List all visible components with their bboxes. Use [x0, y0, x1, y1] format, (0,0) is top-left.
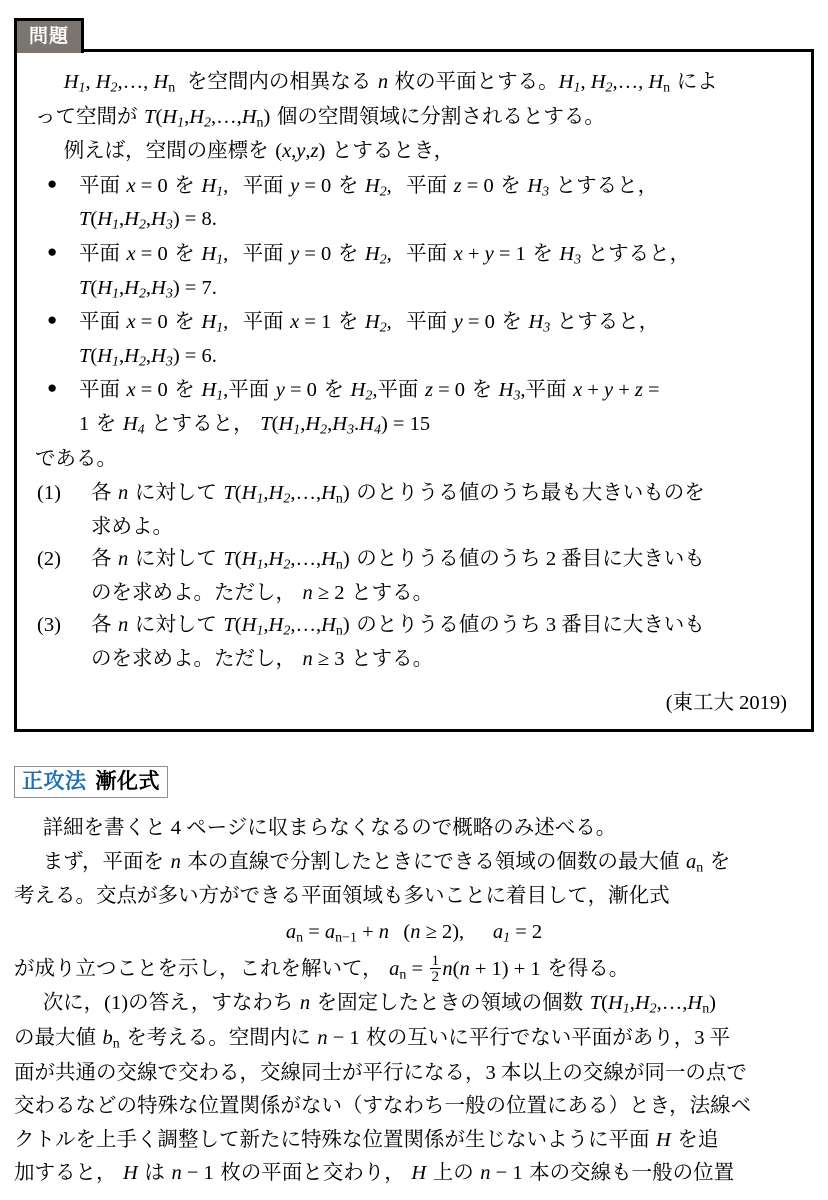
- solution-p4-line6a: 加すると，: [14, 1162, 117, 1185]
- question-2-pre: 各: [91, 548, 112, 570]
- solution-p4-line2a: の最大値: [14, 1027, 96, 1050]
- bullet-3-plane2: 平面: [242, 311, 284, 334]
- bullet-dot-icon: ●: [47, 310, 58, 330]
- solution-paragraph-4-line2: の最大値 $b_n$ を考える。空間内に n − 1 枚の互いに平行でない平面があり，3 平: [14, 1027, 731, 1052]
- bullet-2-wo3: を: [532, 242, 553, 265]
- solution-p4-line6c: 枚の平面と交わり，: [220, 1162, 405, 1185]
- bullet-1-wo2: を: [337, 174, 359, 197]
- solution-p4-line6-h2: H: [411, 1162, 427, 1185]
- question-1-number: (1): [37, 482, 61, 504]
- bullet-2-plane3: 平面: [406, 242, 448, 265]
- bullet-3-plane1: 平面: [79, 311, 120, 334]
- bullet-4-wo4: を: [95, 413, 117, 435]
- bullet-2-result: $T(H_1,H_2,H_3) = 7$.: [79, 276, 217, 302]
- bullet-2-plane1: 平面: [79, 242, 120, 265]
- question-3-number: (3): [37, 614, 61, 636]
- solution-p3b: を得る。: [547, 957, 630, 980]
- solution-p4-line6e: 本の交線も一般の位置: [529, 1162, 735, 1185]
- method-heading: [14, 766, 168, 798]
- question-1-pre: 各: [91, 482, 112, 504]
- solution-p4-line5a: クトルを上手く調整して新たに特殊な位置関係が生じないように平面: [14, 1128, 650, 1151]
- solution-paragraph-4-line5: [14, 1124, 814, 1156]
- bullet-3-plane3: 平面: [406, 311, 448, 334]
- problem-intro-line2: って空間が $T(H_1,H_2,\dots,H_n)$ 個の空間領域に分割されるとする。: [35, 105, 605, 131]
- solution-paragraph-1: 詳細を書くと 4 ページに収まらなくなるので概略のみ述べる。: [42, 817, 617, 840]
- question-2-tail: のとりうる値のうち 2 番目に大きいも: [356, 548, 705, 570]
- solution-paragraph-4-line4: 交わるなどの特殊な位置関係がない（すなわち一般の位置にある）とき，法線ベ: [14, 1095, 752, 1118]
- bullet-4-wo1: を: [174, 379, 195, 402]
- solution-paragraph-3: が成り立つことを示し，これを解いて， $a_n$ = $\frac{1}{2}$ n(n + 1) + 1 を得る。: [14, 951, 630, 985]
- bullet-1-plane2: 平面: [242, 174, 284, 197]
- example-bullet-list: [35, 170, 793, 442]
- list-item: ● 平面 x = 0 を $H_1$, 平面 y = 0 を $H_2$, 平面 z = 0 を $H_3$ とすると， $T(H_1,H_2,H_3) = 8$.: [35, 170, 793, 237]
- bullet-1-tail: とすると，: [555, 174, 659, 197]
- solution-paragraph-4-line1: 次に，(1)の答え，すなわち n を固定したときの領域の個数 $T(H_1,H_2,\dots,H_n)$: [42, 992, 716, 1017]
- question-1-line2: 求めよ。: [91, 515, 173, 538]
- bullet-dot-icon: ●: [47, 173, 58, 193]
- bullet-1-plane3: 平面: [406, 174, 448, 197]
- intro-text-3b: とするとき，: [331, 140, 455, 163]
- bullet-1-plane1: 平面: [79, 174, 120, 197]
- solution-p4-line5-h: H: [656, 1128, 671, 1151]
- question-3-mid: に対して: [134, 614, 217, 636]
- list-item: ● 平面 x = 0 を $H_1$, 平面 y = 0 を $H_2$, 平面 x + y = 1 を $H_3$ とすると， $T(H_1,H_2,H_3) = 7$.: [35, 238, 793, 305]
- solution-p4-line6d: 上の: [432, 1162, 474, 1185]
- problem-section: [14, 18, 814, 732]
- bullet-2-plane2: 平面: [242, 242, 284, 265]
- question-3-line2b: とする。: [351, 647, 434, 670]
- intro-text-1b: 枚の平面とする。: [394, 71, 559, 93]
- problem-tab-label: 問題: [14, 18, 84, 53]
- problem-box: [14, 49, 814, 732]
- bullet-4-plane2: 平面: [228, 379, 270, 402]
- bullet-4-plane4: 平面: [525, 379, 567, 402]
- intro-text-1c: によ: [676, 71, 718, 93]
- question-2-line2a: のを求めよ。ただし，: [91, 581, 296, 604]
- bullet-1-result: $T(H_1,H_2,H_3) = 8$.: [79, 208, 217, 233]
- bullet-3-wo1: を: [174, 311, 195, 334]
- bullet-1-wo1: を: [174, 174, 195, 197]
- intro-text-2b: 個の空間領域に分割されるとする。: [276, 105, 605, 128]
- bullet-4-tail: とすると，: [151, 413, 254, 435]
- question-3-line2: のを求めよ。ただし， n ≥ 3 とする。: [91, 647, 434, 670]
- question-2-line2: のを求めよ。ただし， n ≥ 2 とする。: [91, 581, 434, 604]
- solution-p2c: を: [709, 850, 731, 873]
- bullet-4-wo3: を: [471, 379, 493, 402]
- bullet-2-wo2: を: [337, 242, 359, 265]
- bullet-4-plane3: 平面: [377, 379, 419, 402]
- list-item: (3) 各 n に対して $T(H_1,H_2,\dots,H_n)$ のとりうる値のうち 3 番目に大きいも のを求めよ。ただし， n ≥ 3 とする。: [35, 609, 793, 675]
- solution-p4-line5b: を追: [677, 1128, 719, 1151]
- bullet-3-wo3: を: [501, 311, 522, 334]
- question-3-pre: 各: [91, 614, 112, 636]
- question-2-mid: に対して: [134, 548, 217, 570]
- bullet-1-wo3: を: [500, 174, 521, 197]
- solution-paragraph-4-line3: 面が共通の交線で交わる，交線同士が平行になる，3 本以上の交線が同一の点で: [14, 1061, 747, 1084]
- bullet-3-result: $T(H_1,H_2,H_3) = 6$.: [79, 344, 217, 370]
- problem-dearu: である。: [35, 447, 117, 470]
- solution-p4b: を固定したときの領域の個数: [316, 992, 584, 1015]
- method-heading-type: 正攻法: [22, 769, 87, 793]
- solution-p3a: が成り立つことを示し，これを解いて，: [14, 957, 383, 980]
- bullet-dot-icon: ●: [47, 241, 58, 261]
- problem-source: (東工大 2019): [665, 692, 787, 714]
- solution-p4-line2c: 枚の互いに平行でない平面があり，3 平: [366, 1027, 731, 1050]
- problem-intro-line3: 例えば，空間の座標を (x,y,z) とするとき，: [63, 140, 455, 163]
- intro-text-3a: 例えば，空間の座標を: [63, 140, 269, 163]
- bullet-4-plane1: 平面: [79, 379, 120, 402]
- solution-paragraph-2-line1: まず，平面を n 本の直線で分割したときにできる領域の個数の最大値 $a_n$ を: [42, 850, 731, 876]
- bullet-2-wo1: を: [174, 242, 195, 265]
- question-list: [35, 477, 793, 675]
- solution-p2a: まず，平面を: [42, 850, 165, 873]
- question-1-tail: のとりうる値のうち最も大きいものを: [356, 482, 705, 504]
- solution-p2b: 本の直線で分割したときにできる領域の個数の最大値: [187, 850, 680, 873]
- question-3-line2a: のを求めよ。ただし，: [91, 647, 296, 670]
- question-2-line2b: とする。: [351, 581, 434, 604]
- solution-body: [14, 812, 814, 1189]
- bullet-2-tail: とすると，: [587, 242, 691, 265]
- list-item: (2) 各 n に対して $T(H_1,H_2,\dots,H_n)$ のとりうる値のうち 2 番目に大きいも のを求めよ。ただし， n ≥ 2 とする。: [35, 543, 793, 609]
- intro-text-1: を空間内の相異なる: [186, 71, 372, 93]
- solution-p4-line6b: は: [144, 1162, 165, 1185]
- intro-text-2a: って空間が: [35, 105, 138, 128]
- bullet-3-wo2: を: [337, 311, 359, 334]
- solution-p4a: 次に，(1)の答え，すなわち: [42, 992, 294, 1015]
- question-3-tail: のとりうる値のうち 3 番目に大きいも: [356, 614, 705, 636]
- list-item: ● 平面 x = 0 を $H_1$, 平面 x = 1 を $H_2$, 平面 y = 0 を $H_3$ とすると， $T(H_1,H_2,H_3) = 6$.: [35, 306, 793, 373]
- solution-paragraph-2-line2: 考える。交点が多い方ができる平面領域も多いことに着目して，漸化式: [14, 885, 670, 908]
- bullet-dot-icon: ●: [47, 378, 58, 398]
- problem-tab-row: [14, 18, 814, 50]
- question-2-number: (2): [37, 548, 61, 570]
- recurrence-equation: $a_n = a_{n-1} + n$ (n ≥ 2), $a_1 = 2$: [285, 920, 543, 946]
- bullet-3-tail: とすると，: [556, 311, 660, 334]
- solution-p4-line2b: を考える。空間内に: [126, 1027, 311, 1050]
- method-heading-topic: 漸化式: [95, 769, 160, 793]
- solution-paragraph-4-line6: 加すると， H は n − 1 枚の平面と交わり， H 上の n − 1 本の交線も一般の位置: [14, 1162, 735, 1185]
- bullet-4-line2: 1 を $H_4$ とすると， $T(H_1,H_2,H_3.H_4) = 15$: [79, 413, 431, 438]
- list-item: ● 平面 x = 0 を $H_1$,平面 y = 0 を $H_2$,平面 z = 0 を $H_3$,平面 x + y + z = 1 を $H_4$ とすると， $T(H_1,H_2,H_3.H_4) = 15$: [35, 374, 793, 441]
- list-item: (1) 各 n に対して $T(H_1,H_2,\dots,H_n)$ のとりうる値のうち最も大きいものを 求めよ。: [35, 477, 793, 543]
- solution-p4-line6-h1: H: [123, 1162, 138, 1185]
- bullet-4-wo2: を: [323, 379, 344, 402]
- solution-section: [14, 766, 814, 1191]
- problem-intro-line1: $H_1$, $H_2,\dots$, $H_n$ を空間内の相異なる n 枚の平面とする。$H_1$, $H_2,\dots$, $H_n$ によ: [63, 71, 718, 96]
- question-1-mid: に対して: [134, 482, 217, 504]
